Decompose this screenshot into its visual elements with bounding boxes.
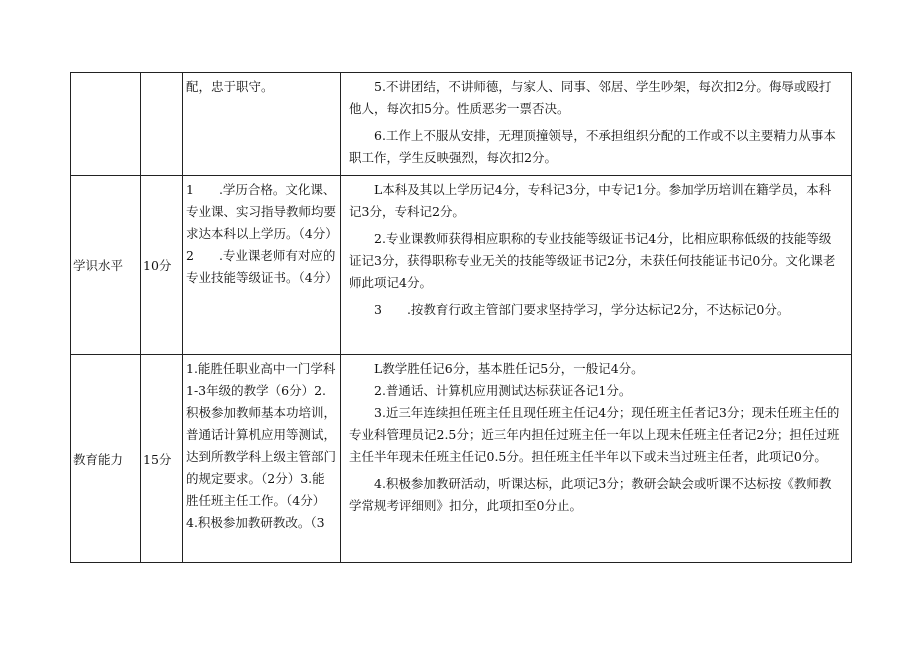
requirement-text: 2 .专业课老师有对应的专业技能等级证书。（4分） xyxy=(186,248,338,285)
rule-item: 6.工作上不服从安排，无理顶撞领导，不承担组织分配的工作或不以主要精力从事本职工作，学生反映强烈，每次扣2分。 xyxy=(349,128,836,165)
rule-item: L本科及其以上学历记4分，专科记3分，中专记1分。参加学历培训在籍学员，本科记3分，专科记2分。 xyxy=(349,182,832,219)
rule-item: 2.专业课教师获得相应职称的专业技能等级证书记4分，比相应职称低级的技能等级证记3分，获得职称专业无关的技能等级证书记2分，未获任何技能证书记0分。文化课老师此项记4分。 xyxy=(349,231,836,290)
table-row xyxy=(71,73,852,176)
rule-item: 4.积极参加教研活动，听课达标，此项记3分；教研会缺会或听课不达标按《教师教学常规考评细则》扣分，此项扣至0分止。 xyxy=(349,476,832,513)
rule-item: 5.不讲团结，不讲师德，与家人、同事、邻居、学生吵架，每次扣2分。侮辱或殴打他人，每次扣5分。性质恶劣一票否决。 xyxy=(349,79,832,116)
requirement-cell xyxy=(183,176,341,355)
scoring-rules-cell xyxy=(341,176,852,355)
requirement-cell xyxy=(183,355,341,563)
rule-item: L教学胜任记6分，基本胜任记5分，一般记4分。 xyxy=(374,361,644,376)
table-row xyxy=(71,355,852,563)
rule-item: 3.近三年连续担任班主任且现任班主任记4分；现任班主任者记3分；现未任班主任的专业科管理员记2.5分；近三年内担任过班主任一年以上现未任班主任者记2分；担任过班主任半年现未任班主任记0.5分。担任班主任半年以下或未当过班主任者，此项记0分。 xyxy=(349,405,840,464)
requirement-text: 1.能胜任职业高中一门学科1-3年级的教学（6分）2.积极参加教师基本功培训，普通话计算机应用等测试，达到所教学科上级主管部门的规定要求。（2分）3.能胜任班主任工作。（4分）4.积极参加教研教改。（3 xyxy=(186,361,337,530)
points-cell: 15分 xyxy=(141,355,183,563)
table-row xyxy=(71,176,852,355)
category-cell: 教育能力 xyxy=(71,355,141,563)
requirement-text: 1 .学历合格。文化课、专业课、实习指导教师均要求达本科以上学历。（4分） xyxy=(186,182,338,241)
points-cell: 10分 xyxy=(141,176,183,355)
rule-item: 2.普通话、计算机应用测试达标获证各记1分。 xyxy=(374,383,632,398)
scoring-rules-cell xyxy=(341,355,852,563)
requirement-text: 配，忠于职守。 xyxy=(186,79,274,94)
points-cell xyxy=(141,73,183,176)
category-cell xyxy=(71,73,141,176)
requirement-cell xyxy=(183,73,341,176)
category-cell: 学识水平 xyxy=(71,176,141,355)
evaluation-table xyxy=(70,72,852,563)
rule-item: 3 .按教育行政主管部门要求坚持学习，学分达标记2分，不达标记0分。 xyxy=(374,302,790,317)
scoring-rules-cell xyxy=(341,73,852,176)
